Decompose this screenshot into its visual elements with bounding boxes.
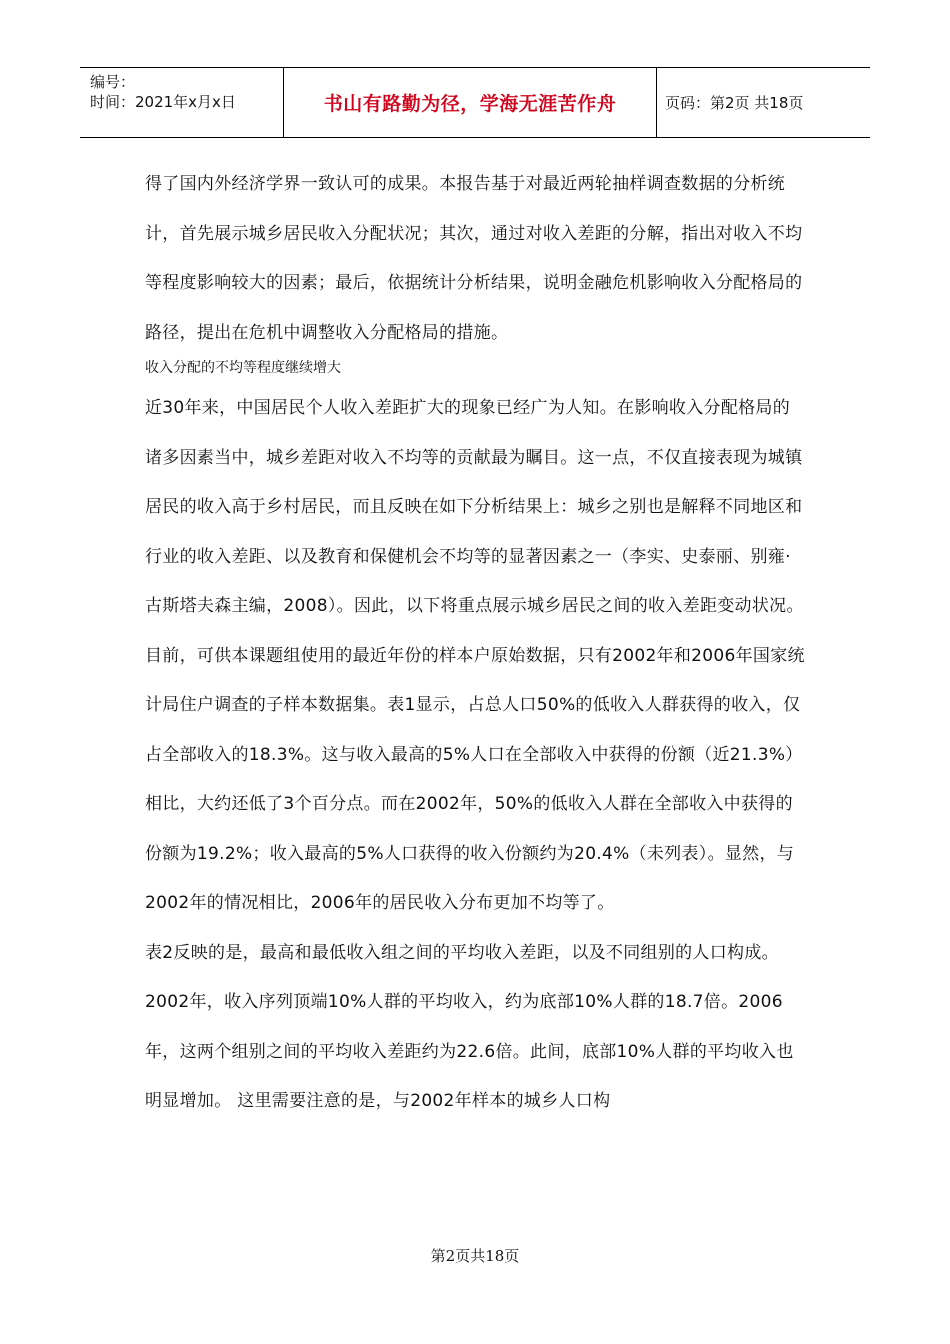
document-body [145, 160, 805, 1127]
page-header [80, 67, 870, 138]
page-footer: 第2页共18页 [430, 1247, 520, 1265]
header-meta [80, 68, 284, 137]
document-number-label: 编号： [90, 73, 136, 91]
paragraph: 得了国内外经济学界一致认可的成果。本报告基于对最近两轮抽样调查数据的分析统计，首先展示城乡居民收入分配状况；其次，通过对收入差距的分解，指出对收入不均等程度影响较大的因素；最后，依据统计分析结果，说明金融危机影响收入分配格局的路径，提出在危机中调整收入分配格局的措施。 [145, 174, 803, 343]
paragraph: 目前，可供本课题组使用的最近年份的样本户原始数据，只有2002年和2006年国家统计局住户调查的子样本数据集。表1显示，占总人口50%的低收入人群获得的收入，仅占全部收入的18.3%。这与收入最高的5%人口在全部收入中获得的份额（近21.3%）相比，大约还低了3个百分点。而在2002年，50%的低收入人群在全部收入中获得的份额为19.2%；收入最高的5%人口获得的收入份额约为20.4%（未列表）。显然，与2002年的情况相比，2006年的居民收入分布更加不均等了。 [145, 645, 805, 913]
document-time-label: 时间：2021年x月x日 [90, 93, 236, 111]
paragraph: 表2反映的是，最高和最低收入组之间的平均收入差距，以及不同组别的人口构成。2002年，收入序列顶端10%人群的平均收入，约为底部10%人群的18.7倍。2006年，这两个组别之间的平均收入差距约为22.6倍。此间，底部10%人群的平均收入也明显增加。 这里需要注意的是，与2002年样本的城乡人口构 [145, 942, 794, 1111]
header-page-code: 页码：第2页 共18页 [665, 94, 804, 112]
header-motto: 书山有路勤为径，学海无涯苦作舟 [284, 68, 657, 137]
section-heading: 收入分配的不均等程度继续增大 [145, 360, 341, 376]
paragraph: 近30年来，中国居民个人收入差距扩大的现象已经广为人知。在影响收入分配格局的诸多因素当中，城乡差距对收入不均等的贡献最为瞩目。这一点，不仅直接表现为城镇居民的收入高于乡村居民，而且反映在如下分析结果上：城乡之别也是解释不同地区和行业的收入差距、以及教育和保健机会不均等的显著因素之一（李实、史泰丽、别雍·古斯塔夫森主编，2008）。因此，以下将重点展示城乡居民之间的收入差距变动状况。 [145, 398, 804, 616]
